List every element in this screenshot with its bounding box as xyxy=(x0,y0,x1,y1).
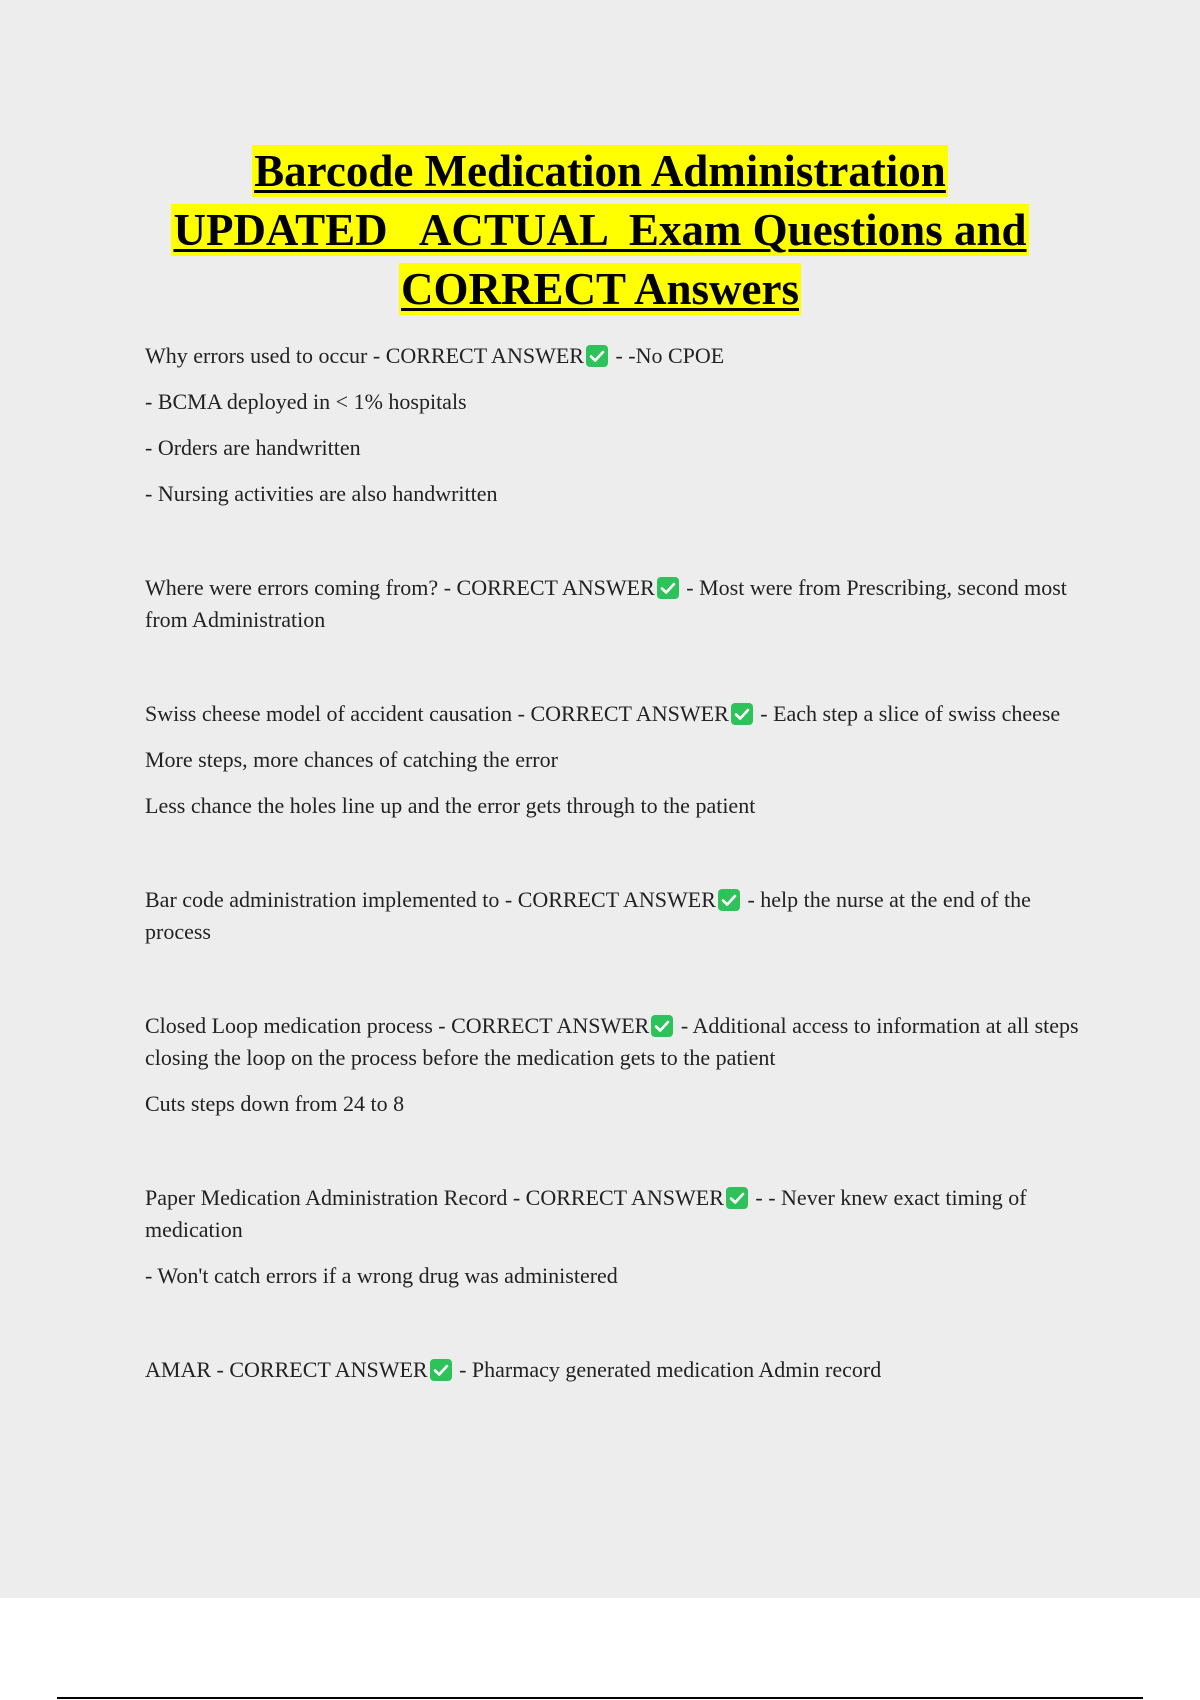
answer-detail-line: - Nursing activities are also handwritten xyxy=(145,481,498,506)
answer-text: - Pharmacy generated medication Admin record xyxy=(459,1357,882,1382)
question-text: Where were errors coming from? xyxy=(145,575,439,600)
page-divider xyxy=(57,1697,1143,1699)
qa-item xyxy=(145,340,1090,510)
qa-item xyxy=(145,1354,1090,1386)
answer-label: CORRECT ANSWER xyxy=(456,575,655,600)
question-text: Why errors used to occur xyxy=(145,343,368,368)
qa-main-line: Where were errors coming from? - CORRECT ANSWER - Most were from Prescribing, second most from Administration xyxy=(145,575,1067,632)
check-mark-icon xyxy=(657,577,679,599)
answer-detail-line: More steps, more chances of catching the error xyxy=(145,747,558,772)
check-mark-icon xyxy=(731,703,753,725)
check-mark-icon xyxy=(586,345,608,367)
answer-detail-line: - BCMA deployed in < 1% hospitals xyxy=(145,389,467,414)
answer-detail-line: Less chance the holes line up and the error gets through to the patient xyxy=(145,793,756,818)
title-line-3: CORRECT Answers xyxy=(401,264,799,314)
answer-text: - Additional access to information at all steps closing the loop on the process before the medication gets to the patient xyxy=(145,1013,1079,1070)
qa-main-line: Paper Medication Administration Record - CORRECT ANSWER - - Never knew exact timing of medication xyxy=(145,1185,1027,1242)
qa-item xyxy=(145,572,1090,636)
qa-main-line: Closed Loop medication process - CORRECT ANSWER - Additional access to information at all steps closing the loop on the process before the medication gets to the patient xyxy=(145,1013,1079,1070)
check-mark-icon xyxy=(430,1359,452,1381)
answer-text: - - Never knew exact timing of medication xyxy=(145,1185,1027,1242)
title-line-2: UPDATED ACTUAL Exam Questions and xyxy=(173,205,1027,255)
qa-item xyxy=(145,698,1090,822)
qa-item xyxy=(145,884,1090,948)
title-line-1: Barcode Medication Administration xyxy=(254,146,946,196)
qa-main-line: Bar code administration implemented to - CORRECT ANSWER - help the nurse at the end of the process xyxy=(145,887,1031,944)
question-text: Swiss cheese model of accident causation xyxy=(145,701,513,726)
check-mark-icon xyxy=(726,1187,748,1209)
answer-detail-line: - Orders are handwritten xyxy=(145,435,361,460)
answer-text: - Each step a slice of swiss cheese xyxy=(760,701,1061,726)
qa-main-line: Why errors used to occur - CORRECT ANSWER - -No CPOE xyxy=(145,343,725,368)
qa-main-line: AMAR - CORRECT ANSWER - Pharmacy generated medication Admin record xyxy=(145,1357,882,1382)
question-text: AMAR xyxy=(145,1357,212,1382)
answer-label: CORRECT ANSWER xyxy=(229,1357,428,1382)
qa-main-line: Swiss cheese model of accident causation - CORRECT ANSWER - Each step a slice of swiss cheese xyxy=(145,701,1061,726)
answer-label: CORRECT ANSWER xyxy=(530,701,729,726)
answer-label: CORRECT ANSWER xyxy=(525,1185,724,1210)
check-mark-icon xyxy=(651,1015,673,1037)
qa-item xyxy=(145,1182,1090,1292)
answer-detail-line: - Won't catch errors if a wrong drug was administered xyxy=(145,1263,618,1288)
answer-label: CORRECT ANSWER xyxy=(451,1013,650,1038)
check-mark-icon xyxy=(718,889,740,911)
document-title xyxy=(0,145,1200,322)
answer-text: - -No CPOE xyxy=(615,343,725,368)
answer-text: - help the nurse at the end of the process xyxy=(145,887,1031,944)
qa-list xyxy=(145,340,1090,1448)
question-text: Bar code administration implemented to xyxy=(145,887,500,912)
qa-item xyxy=(145,1010,1090,1120)
answer-text: - Most were from Prescribing, second most from Administration xyxy=(145,575,1067,632)
answer-detail-line: Cuts steps down from 24 to 8 xyxy=(145,1091,405,1116)
question-text: Paper Medication Administration Record xyxy=(145,1185,508,1210)
answer-label: CORRECT ANSWER xyxy=(517,887,716,912)
answer-label: CORRECT ANSWER xyxy=(385,343,584,368)
question-text: Closed Loop medication process xyxy=(145,1013,433,1038)
